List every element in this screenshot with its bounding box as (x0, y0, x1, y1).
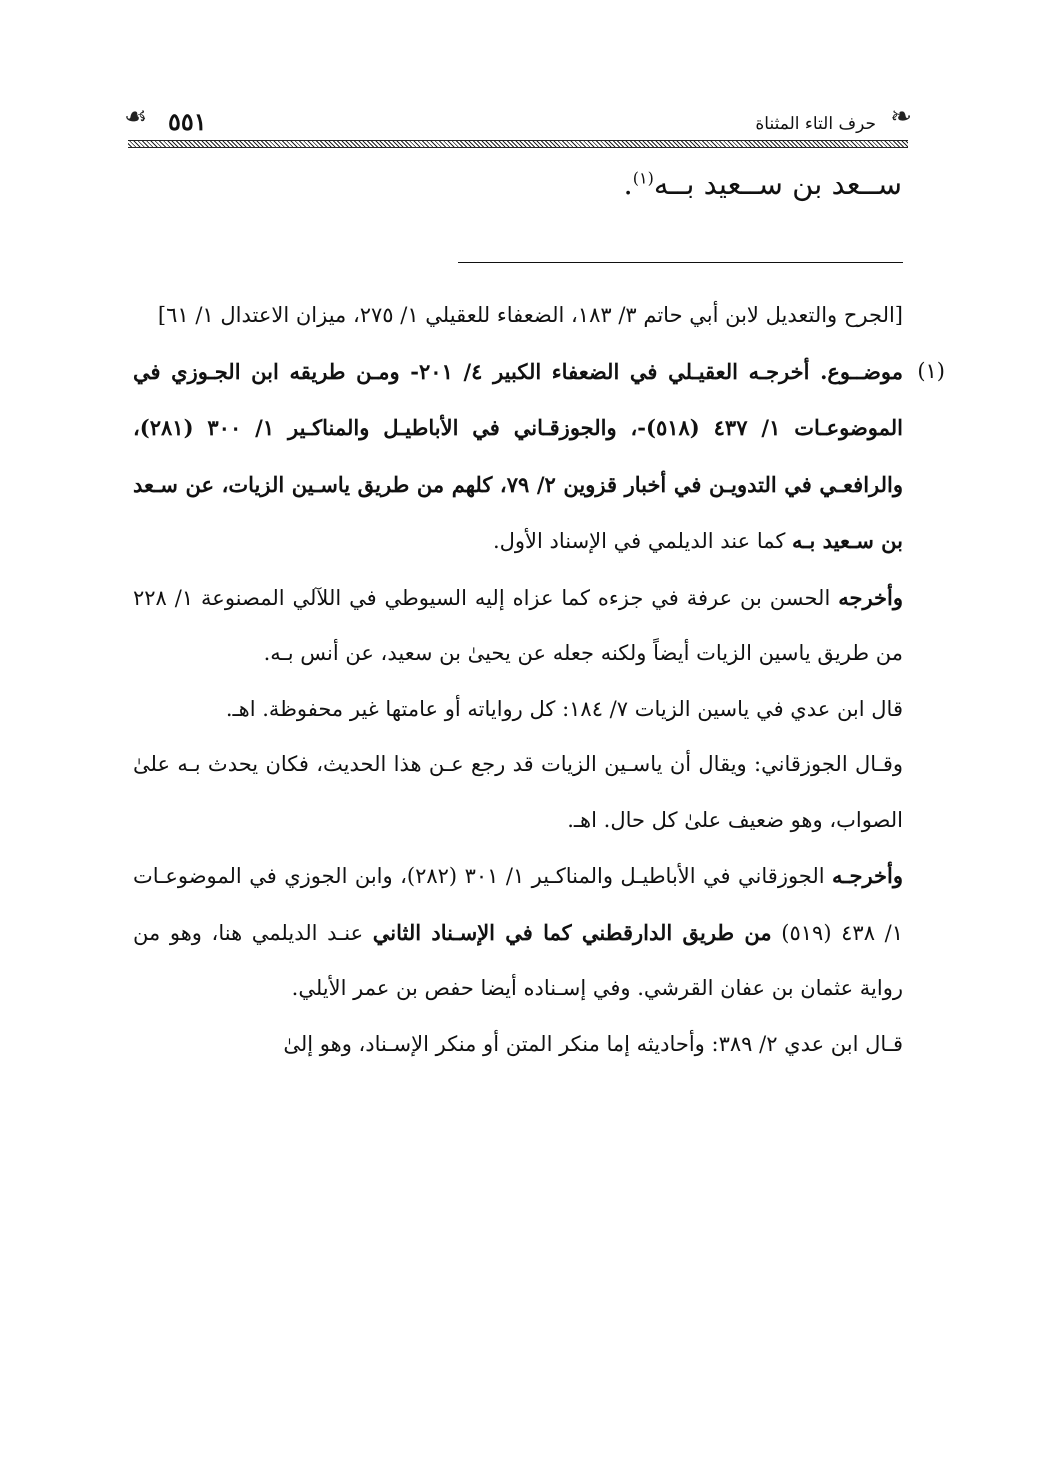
footnotes-section (133, 288, 945, 1072)
footnote-reference: (١) (632, 168, 654, 188)
running-title: حرف التاء المثناة (755, 114, 876, 134)
chain-text: من طريق الدارقطني كما في الإسـناد الثاني (372, 919, 772, 945)
paragraph-text: الحسن بن عرفة في جزءه كما عزاه إليه السيوطي في اللآلي المصنوعة ١/ ٢٢٨ من طريق ياسين الزيات أيضاً ولكنه جعله عن يحيىٰ بن سعيد، عن أنس بـه. (133, 585, 903, 665)
header-divider (128, 140, 908, 148)
chain-text: من طريق ياسـين الزيات، عن سـعد بن سـعيد بـه (133, 471, 903, 553)
footnote-separator (458, 262, 903, 263)
footnote-paragraph (133, 848, 903, 1017)
verdict-text: موضــوع. أخرجـه العقيـلي في الضعفاء الكبير ٤/ ٢٠١- ومـن طريقه ابن الجـوزي في الموضوعـات ١/ ٤٣٧ (٥١٨)-، والجوزقـاني في الأباطيـل والمناكـير ١/ ٣٠٠ (٢٨١)، والرافعـي في التدويـن في أخبار قزوين ٢/ ٧٩، كلهم (133, 358, 904, 497)
lead-word: وأخرجه (838, 584, 903, 610)
ornament-icon: ☙ (124, 102, 148, 132)
ornament-icon: ❧ (890, 102, 912, 132)
footnote-paragraph (133, 344, 903, 570)
references-note: [الجرح والتعديل لابن أبي حاتم ٣/ ١٨٣، الضعفاء للعقيلي ١/ ٢٧٥، ميزان الاعتدال ١/ ٦١] (157, 303, 903, 327)
main-text: ســعد بن ســعيد بــه (653, 167, 902, 201)
footnote-marker: (١) (917, 358, 945, 383)
paragraph-text: الجوزقاني في الأباطيـل والمناكـير ١/ ٣٠١ (٢٨٢)، وابن الجوزي في الموضوعـات ١/ ٤٣٨ (٥١٩) (133, 864, 903, 945)
main-text-line (624, 164, 902, 205)
page-number: ٥٥١ (168, 107, 207, 136)
main-text-punctuation: . (623, 167, 633, 201)
paragraph-text: كما عند الديلمي في الإسناد الأول. (492, 529, 793, 553)
page-header (124, 100, 912, 148)
footnote-paragraph: قال ابن عدي في ياسين الزيات ٧/ ١٨٤: كل رواياته أو عامتها غير محفوظة. اهـ. (225, 696, 903, 721)
footnote-paragraph: وقـال الجوزقاني: ويقال أن ياسـين الزيات قد رجع عـن هذا الحديث، فكان يحدث بـه علىٰ الصواب، وهو ضعيف علىٰ كل حال. اهـ. (133, 752, 903, 832)
lead-word: وأخرجـه (832, 863, 903, 888)
footnote-1 (133, 344, 945, 570)
footnote-paragraph (133, 570, 903, 682)
paragraph-text: عنـد الديلمي هنا، وهو من رواية عثمان بن عفان القرشي. وفي إسـناده أيضا حفص بن عمر الأيلي. (133, 920, 903, 1000)
footnote-paragraph: قـال ابن عدي ٢/ ٣٨٩: وأحاديثه إما منكر المتن أو منكر الإسـناد، وهو إلىٰ (283, 1031, 903, 1056)
